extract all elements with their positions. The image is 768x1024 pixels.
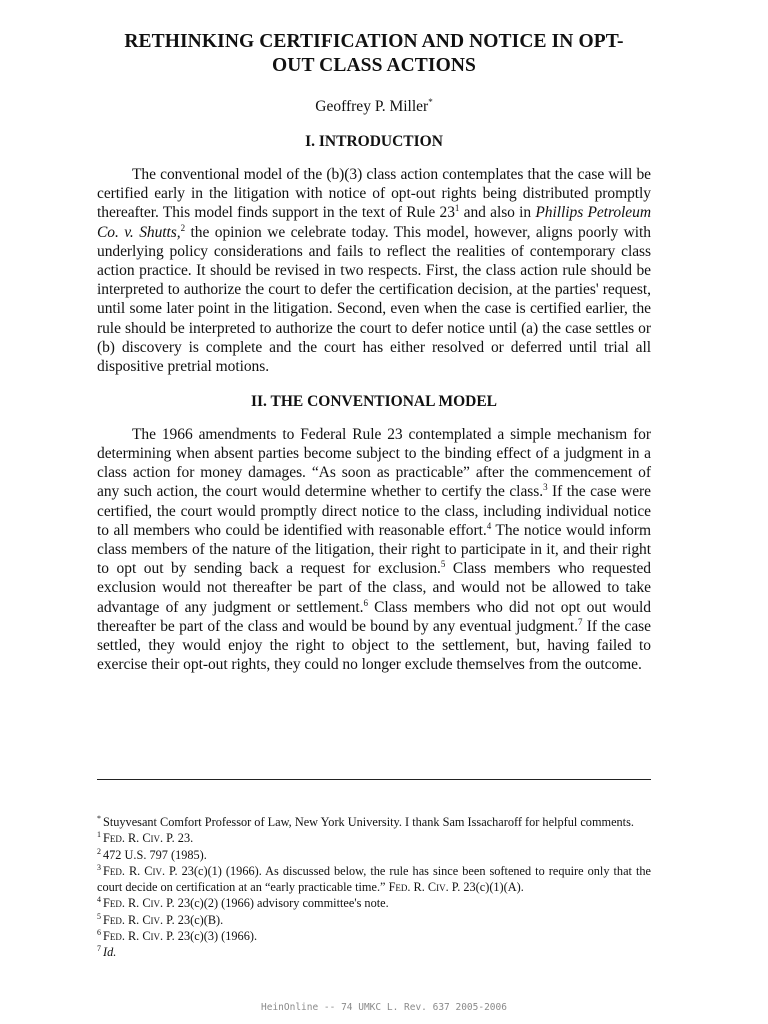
footnote-5: $^5$ Fed. R. Civ. P. 23(c)(B).: [97, 911, 224, 927]
section-1-heading: I. INTRODUCTION: [305, 133, 443, 150]
footnote-star: * Stuyvesant Comfort Professor of Law, New York University. I thank Sam Issacharoff for helpful comments.: [97, 814, 634, 829]
footnote-ref-4: 4: [486, 520, 492, 531]
footnote-6: $^6$ Fed. R. Civ. P. 23(c)(3) (1966).: [97, 928, 258, 944]
conventional-model-paragraph: The 1966 amendments to Federal Rule 23 contemplated a simple mechanism for determining when absent parties become subject to the binding effect of a judgment in a class action for money damages. “As soon as practicable” after the commencement of any such action, the court would determine whether to certify the class.$^3$ If the case were certified, the court would promptly direct notice to the class, including individual notice to all members who could be identified with reasonable effort.$^4$ The notice would inform class members of the nature of the litigation, their right to participate in it, and their right to opt out by sending back a request for exclusion.$^5$ Class members who requested exclusion would not thereafter be part of the class, and would not be allowed to take advantage of any judgment or settlement.$^6$ Class members who did not opt out would thereafter be part of the class and would be bound by any eventual judgment.$^7$ If the case settled, they would enjoy the right to object to the settlement, but, having failed to exercise their opt-out rights, they could no longer exclude themselves from the outcome.: [97, 425, 652, 674]
author-name: Geoffrey P. Miller: [315, 98, 429, 115]
case-citation: Phillips Petroleum Co. v. Shutts,: [97, 204, 651, 241]
footnote-7: $^7$ Id.: [97, 944, 117, 960]
title-line-1: RETHINKING CERTIFICATION AND NOTICE IN OPT-: [124, 31, 624, 52]
footnote-3: $^3$ Fed. R. Civ. P. 23(c)(1) (1966). As discussed below, the rule has since been softened to require only that the court decide on certification at an “early practicable time.” Fed. R. Civ. P. 23(c)(1)(A).: [97, 862, 651, 895]
author-line: [97, 92, 651, 117]
footnote-ref-3: 3: [543, 482, 548, 493]
footnote-divider: [97, 779, 651, 780]
footnote-4: $^4$ Fed. R. Civ. P. 23(c)(2) (1966) advisory committee's note.: [97, 895, 389, 911]
footnotes: [97, 814, 651, 961]
introduction-paragraph: The conventional model of the (b)(3) class action contemplates that the case will be certified early in the litigation with notice of opt-out rights being distributed promptly thereafter. This model finds support in the text of Rule $23^1$ and also in Phillips Petroleum Co. v. Shutts,$^2$ the opinion we celebrate today. This model, however, aligns poorly with underlying policy considerations and fails to reflect the realities of contemporary class action practice. It should be revised in two respects. First, the class action rule should be interpreted to authorize the court to defer the certification decision, at the parties' request, until some later point in the litigation. Second, even when the case is certified earlier, the rule should be interpreted to authorize the court to defer notice until (a) the case settles or (b) discovery is complete and the court has either resolved or deferred until trial all dispositive pretrial motions.: [97, 166, 652, 376]
article-body: [97, 30, 651, 690]
footnote-ref-6: 6: [363, 597, 368, 608]
article-title: [97, 30, 651, 78]
footnote-2: $^2$ 472 U.S. 797 (1985).: [97, 846, 207, 862]
footnote-ref-5: 5: [440, 559, 446, 570]
section-2-heading: II. THE CONVENTIONAL MODEL: [250, 392, 498, 410]
footnote-ref-2: 2: [180, 222, 186, 233]
heinonline-watermark: HeinOnline -- 74 UMKC L. Rev. 637 2005-2006: [261, 1002, 507, 1013]
title-line-2: OUT CLASS ACTIONS: [272, 55, 476, 76]
author-footnote-marker: *: [428, 97, 433, 107]
footnote-ref-1: 1: [454, 203, 460, 214]
footnote-ref-7: 7: [577, 616, 583, 627]
footnote-1: $^1$ Fed. R. Civ. P. 23.: [97, 830, 194, 846]
